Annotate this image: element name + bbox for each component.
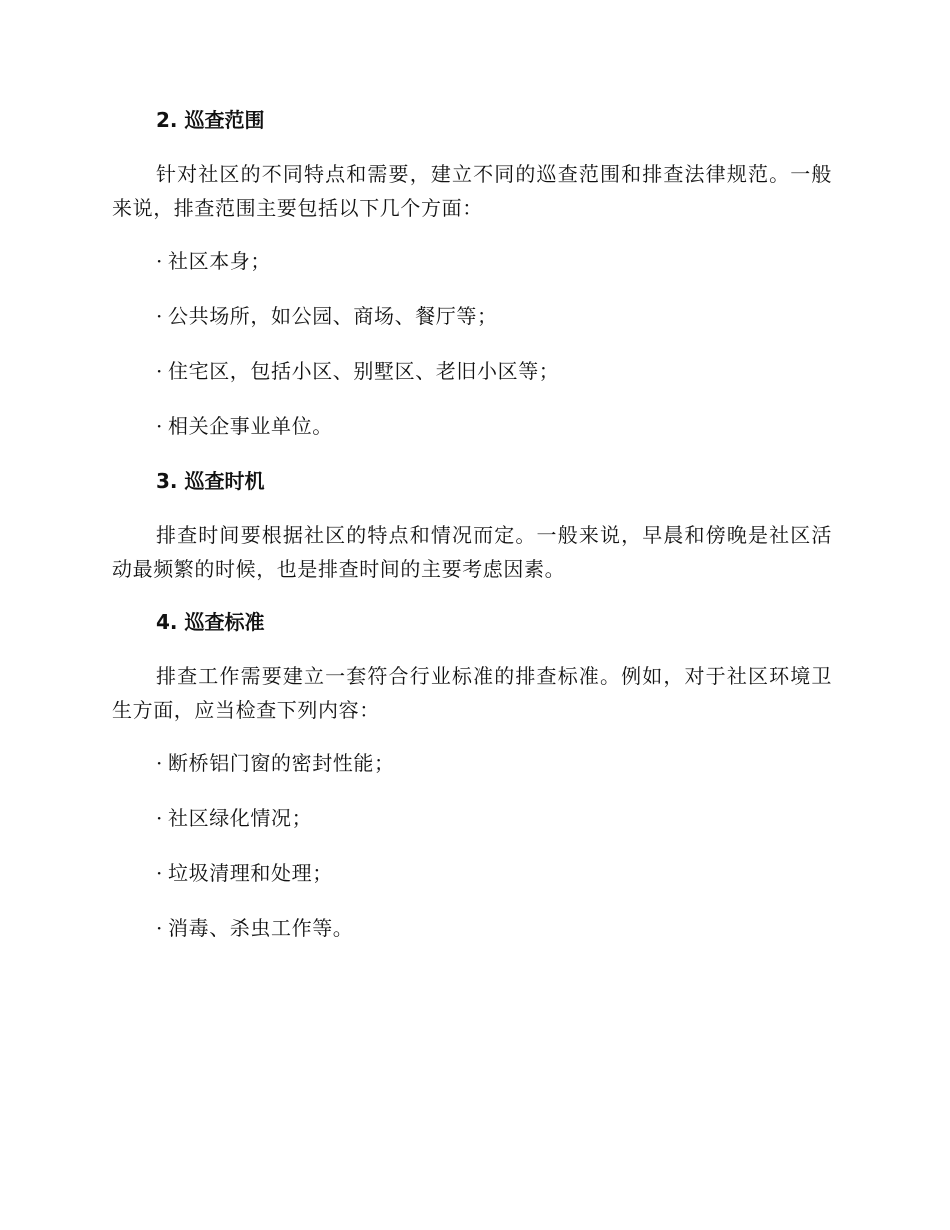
list-item-text: 消毒、杀虫工作等。 (168, 916, 354, 940)
section-paragraph-patrol-standard: 排查工作需要建立一套符合行业标准的排查标准。例如，对于社区环境卫生方面，应当检查下列内容： (112, 664, 832, 722)
bullet-dot: · (156, 916, 163, 940)
bullet-dot: · (156, 359, 163, 383)
document-body (112, 105, 832, 968)
list-item (156, 246, 832, 276)
list-item (156, 301, 832, 331)
bullet-dot: · (156, 751, 163, 775)
list-item (156, 858, 832, 888)
list-item-text: 社区绿化情况； (168, 806, 313, 830)
bullet-dot: · (156, 806, 163, 830)
list-item-text: 公共场所，如公园、商场、餐厅等； (168, 304, 498, 328)
section-paragraph-patrol-scope: 针对社区的不同特点和需要，建立不同的巡查范围和排查法律规范。一般来说，排查范围主要包括以下几个方面： (112, 162, 832, 220)
list-item-text: 住宅区，包括小区、别墅区、老旧小区等； (168, 359, 560, 383)
bullet-dot: · (156, 249, 163, 273)
section-heading-patrol-timing: 3. 巡查时机 (156, 469, 265, 493)
section-heading-patrol-standard: 4. 巡查标准 (156, 610, 265, 634)
list-item (156, 748, 832, 778)
list-item-text: 相关企事业单位。 (168, 414, 333, 438)
bullet-dot: · (156, 304, 163, 328)
list-item-text: 断桥铝门窗的密封性能； (168, 751, 395, 775)
list-item (156, 803, 832, 833)
list-item (156, 411, 832, 441)
bullet-dot: · (156, 414, 163, 438)
section-paragraph-patrol-timing: 排查时间要根据社区的特点和情况而定。一般来说，早晨和傍晚是社区活动最频繁的时候，也是排查时间的主要考虑因素。 (112, 523, 832, 581)
section-heading-patrol-scope: 2. 巡查范围 (156, 108, 265, 132)
list-item-text: 社区本身； (168, 249, 271, 273)
bullet-dot: · (156, 861, 163, 885)
list-item-text: 垃圾清理和处理； (168, 861, 333, 885)
list-item (156, 356, 832, 386)
list-item (156, 913, 832, 943)
